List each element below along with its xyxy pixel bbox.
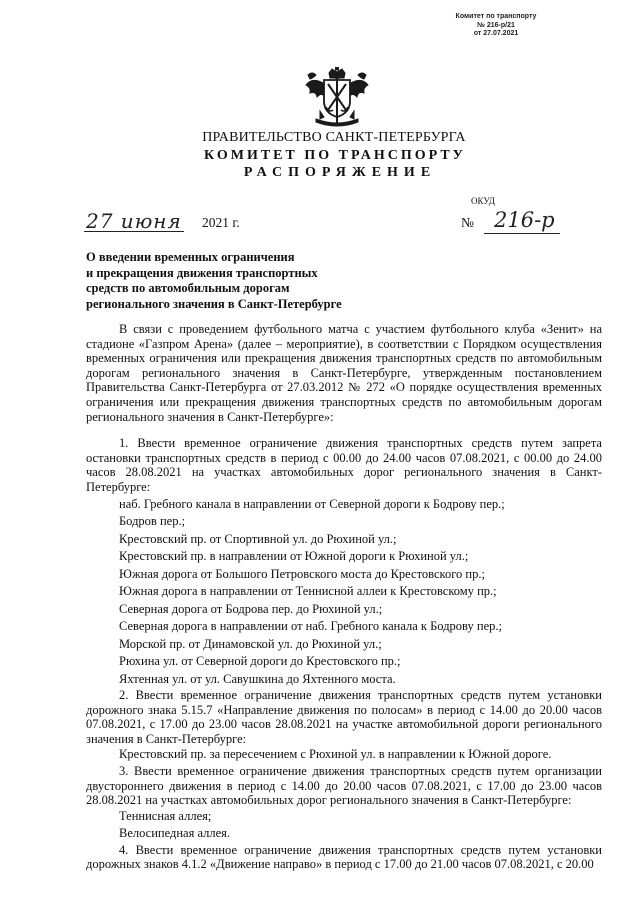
subject-line: регионального значения в Санкт-Петербурге: [86, 296, 342, 311]
road-list-item: Южная дорога в направлении от Теннисной аллеи к Крестовскому пр.;: [119, 584, 497, 599]
road-list-item: Северная дорога от Бодрова пер. до Рюхиной ул.;: [119, 601, 383, 616]
document-body: [86, 322, 602, 872]
committee-title: КОМИТЕТ ПО ТРАНСПОРТУ: [204, 148, 466, 163]
road-list-item: Велосипедная аллея.: [119, 826, 231, 841]
section-1-paragraph: 1. Ввести временное ограничение движения транспортных средств путем запрета остановки транспортных средств в период с 00.00 до 24.00 часов 07.08.2021, с 00.00 до 24.00 часов 28.08.2021 на участках автомобильных дорог регионального значения в Санкт-Петербурге:: [86, 436, 602, 494]
registration-stamp: [448, 13, 544, 39]
document-type-title: РАСПОРЯЖЕНИЕ: [243, 165, 437, 180]
road-list-item: наб. Гребного канала в направлении от Северной дороги к Бодрову пер.;: [119, 496, 505, 511]
section-3-paragraph: 3. Ввести временное ограничение движения транспортных средств путем организации двустороннего движения в период с 14.00 до 20.00 часов 07.08.2021, с 17.00 до 23.00 часов 28.08.2021 на участках автомобильных дорог регионального значения в Санкт-Петербурге:: [86, 763, 602, 808]
subject-line: средств по автомобильным дорогам: [86, 281, 290, 295]
road-list-item: Рюхина ул. от Северной дороги до Крестовского пр.;: [119, 654, 401, 669]
preamble-paragraph: В связи с проведением футбольного матча с участием футбольного клуба «Зенит» на стадионе «Газпром Арена» (далее – мероприятие), в соответствии с Порядком осуществления временных ограничения или прекращения движения транспортных средств по автомобильным дорогам регионального значения в Санкт-Петербурге, утвержденным постановлением Правительства Санкт-Петербурга от 27.03.2012 № 272 «О порядке осуществления временных ограничения или прекращения движения транспортных средств по автомобильным дорогам регионального значения в Санкт-Петербурге»:: [86, 322, 602, 424]
road-list-item: Яхтенная ул. от ул. Савушкина до Яхтенного моста.: [119, 671, 396, 686]
road-list-item: Северная дорога в направлении от наб. Гребного канала к Бодрову пер.;: [119, 619, 502, 634]
number-sign: №: [461, 215, 474, 230]
section-2-paragraph: 2. Ввести временное ограничение движения транспортных средств путем установки дорожного знака 5.15.7 «Направление движения по полосам» в период с 14.00 до 20.00 часов 07.08.2021, с 17.00 до 23.00 часов 28.08.2021 на участке автомобильной дороги регионального значения в Санкт-Петербурге:: [86, 688, 602, 746]
stamp-line-2: № 216-р/21: [477, 21, 515, 29]
road-list-item: Морской пр. от Динамовской ул. до Рюхиной ул.;: [119, 636, 382, 651]
subject-line: О введении временных ограничения: [86, 250, 295, 264]
coat-of-arms-icon: [302, 67, 372, 129]
stamp-line-1: Комитет по транспорту: [455, 13, 537, 20]
road-list-item: Бодров пер.;: [119, 514, 186, 529]
stamp-line-3: от 27.07.2021: [473, 30, 519, 37]
government-title: ПРАВИТЕЛЬСТВО САНКТ-ПЕТЕРБУРГА: [202, 130, 466, 145]
subject-line: и прекращения движения транспортных: [86, 265, 318, 280]
section-4-paragraph: 4. Ввести временное ограничение движения транспортных средств путем установки дорожных знаков 4.1.2 «Движение направо» в период с 17.00 до 21.00 часов 07.08.2021, с 20.00: [86, 842, 602, 872]
road-list-item: Теннисная аллея;: [119, 808, 212, 823]
date-year: 2021 г.: [202, 215, 240, 230]
road-list-item: Крестовский пр. за пересечением с Рюхиной ул. в направлении к Южной дороге.: [119, 747, 552, 762]
document-subject: [86, 250, 342, 312]
handwritten-number: 216-р: [494, 208, 555, 232]
road-list-item: Крестовский пр. в направлении от Южной дороги к Рюхиной ул.;: [119, 549, 469, 564]
handwritten-date: 27 июня: [86, 209, 182, 233]
road-list-item: Крестовский пр. от Спортивной ул. до Рюхиной ул.;: [119, 531, 397, 546]
okud-label: ОКУД: [471, 196, 495, 206]
road-list-item: Южная дорога от Большого Петровского моста до Крестовского пр.;: [119, 566, 485, 581]
